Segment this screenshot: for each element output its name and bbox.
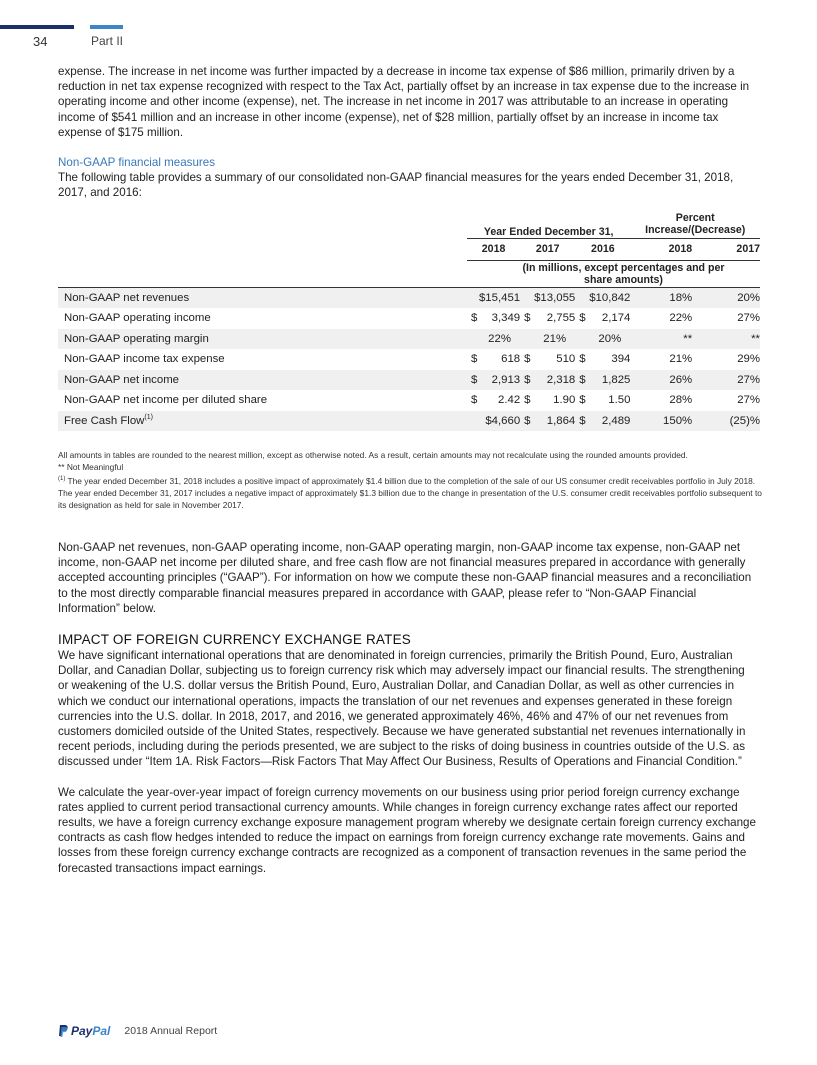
nongaap-intro: The following table provides a summary of our consolidated non-GAAP financial measures for the years ended December 31, 2018, 2017, and 2016:: [58, 171, 734, 200]
report-label: 2018 Annual Report: [124, 1025, 218, 1037]
currency-symbol: $: [471, 312, 478, 325]
cell-value: $10,842: [589, 287, 630, 308]
col-header-year: 2017: [520, 239, 575, 261]
row-label: [58, 411, 467, 432]
currency-symbol: $: [471, 353, 478, 366]
cell-value: 2.42: [497, 394, 521, 407]
currency-symbol: $: [579, 312, 586, 325]
cell-value: 510: [556, 353, 576, 366]
intro-paragraph-block: [58, 64, 758, 140]
currency-symbol: $: [579, 353, 586, 366]
cell-value: 3,349: [491, 312, 521, 325]
currency-symbol: $: [520, 370, 534, 391]
cell-pct: **: [700, 329, 760, 350]
cell-value: 1,825: [589, 370, 630, 391]
fx-heading: IMPACT OF FOREIGN CURRENCY EXCHANGE RATES: [58, 632, 411, 647]
footnote-1: [58, 473, 763, 511]
group-header-percent: Percent Increase/(Decrease): [645, 212, 746, 236]
units-note: (In millions, except percentages and per share amounts): [467, 260, 760, 287]
logo-text-pal: Pal: [92, 1024, 111, 1038]
currency-symbol: [467, 411, 479, 432]
cell-value: 2,318: [534, 370, 575, 391]
currency-symbol: [467, 287, 479, 308]
currency-symbol: $: [575, 370, 589, 391]
cell-value: 618: [501, 353, 521, 366]
header-accent-bar-light: [90, 25, 123, 29]
cell-value: 1.50: [608, 394, 631, 407]
cell-value: $4,660: [479, 411, 520, 432]
currency-symbol: [575, 287, 589, 308]
page-number: 34: [33, 34, 48, 49]
cell-pct: 150%: [630, 411, 700, 432]
fx-paragraph-2: We calculate the year-over-year impact of foreign currency movements on our business using prior period foreign currency exchange rates applied to current period transactional currency amounts. While changes in foreign currency exchange rates affect our reported results, we have a foreign currency exchange exposure management program whereby we designate certain foreign currency exchange contracts as cash flow hedges intended to reduce the impact on earnings from foreign currency exchange rate movements. Gains and losses from these foreign currency exchange contracts are recognized as a component of transaction revenues in the same period the forecasted transactions impact earnings.: [58, 785, 756, 875]
table-row: [58, 308, 760, 329]
header-accent-bar-dark: [0, 25, 74, 29]
currency-symbol: $: [520, 411, 534, 432]
col-header-pct-year: 2018: [630, 239, 700, 261]
cell-pct: 21%: [669, 353, 693, 366]
group-header-years: Year Ended December 31,: [483, 226, 614, 238]
paypal-logo: [58, 1024, 110, 1038]
logo-text-pay: Pay: [71, 1024, 93, 1038]
fx-section: [58, 632, 758, 876]
currency-symbol: [520, 287, 534, 308]
row-label: Non-GAAP operating margin: [58, 329, 467, 350]
table-row: [58, 329, 760, 350]
nongaap-heading: Non-GAAP financial measures: [58, 156, 216, 169]
row-label: Non-GAAP net income: [58, 370, 467, 391]
cell-value: 2,913: [479, 370, 520, 391]
col-header-year: 2016: [575, 239, 630, 261]
currency-symbol: $: [579, 394, 586, 407]
currency-symbol: [467, 329, 479, 350]
table-row: [58, 349, 760, 370]
row-label: Non-GAAP net revenues: [58, 287, 467, 308]
table-row: [58, 287, 760, 308]
nongaap-section: [58, 155, 758, 200]
footnote-1-text: The year ended December 31, 2018 includes a positive impact of approximately $1.4 billion due to the completion of the sale of our US consumer credit receivables portfolio in July 2018. The year ended December 31, 2017 includes a negative impact of approximately $1.3 billion due to the change in presentation of the U.S. consumer credit receivables portfolio subsequent to its designation as held for sale in November 2017.: [58, 475, 762, 510]
cell-pct: **: [630, 329, 700, 350]
currency-symbol: $: [575, 411, 589, 432]
page-footer: [58, 1024, 217, 1038]
footnote-rounding: All amounts in tables are rounded to the nearest million, except as otherwise noted. As a result, certain amounts may not recalculate using the rounded amounts provided.: [58, 450, 688, 460]
currency-symbol: $: [524, 394, 531, 407]
table-row: [58, 411, 760, 432]
col-header-year: 2018: [467, 239, 520, 261]
cell-value: 21%: [534, 329, 575, 350]
table-footnotes: [58, 449, 763, 511]
currency-symbol: [520, 329, 534, 350]
currency-symbol: $: [467, 370, 479, 391]
cell-pct: 26%: [630, 370, 700, 391]
nongaap-explanation-block: [58, 540, 758, 616]
currency-symbol: $: [524, 312, 531, 325]
cell-pct: 20%: [700, 287, 760, 308]
footnote-marker: (1): [144, 414, 153, 422]
cell-pct: 27%: [737, 312, 760, 325]
cell-value: 22%: [479, 329, 520, 350]
cell-pct: 29%: [737, 353, 760, 366]
cell-pct: 22%: [669, 312, 693, 325]
fx-paragraph-1: We have significant international operations that are denominated in foreign currencies, primarily the British Pound, Euro, Australian Dollar, and Canadian Dollar, subjecting us to foreign currency risk which may adversely impact our financial results. The strengthening or weakening of the U.S. dollar versus the British Pound, Euro, Australian Dollar, and Canadian Dollar, as well as other currencies in which we conduct our international operations, impacts the translation of our net revenues and expenses generated in these foreign currencies into the U.S. dollar. In 2018, 2017, and 2016, we generated approximately 46%, 46% and 47% of our net revenues from customers domiciled outside of the United States, respectively. Because we have generated substantial net revenues internationally in recent periods, including during the periods presented, we are subject to the risks of doing business in countries outside of the U.S. as discussed under “Item 1A. Risk Factors—Risk Factors That May Affect Our Business, Results of Operations and Financial Condition.”: [58, 649, 746, 769]
table-row: [58, 390, 760, 411]
cell-value: $15,451: [479, 287, 520, 308]
cell-pct: (25)%: [700, 411, 760, 432]
row-label: Non-GAAP net income per diluted share: [64, 394, 268, 407]
col-header-pct-year: 2017: [700, 239, 760, 261]
nongaap-table: [58, 212, 760, 431]
paypal-p-icon: [58, 1025, 68, 1037]
cell-value: 394: [611, 353, 631, 366]
cell-value: 2,755: [546, 312, 576, 325]
cell-value: 2,489: [589, 411, 630, 432]
intro-paragraph: expense. The increase in net income was further impacted by a decrease in income tax expense of $86 million, primarily driven by a reduction in net tax expense recognized with respect to the Tax Act, partially offset by an increase in tax expense due to the increase in operating income and other income (expense), net. The increase in net income in 2017 was attributable to an increase in operating income of $541 million and an increase in other income (expense), net of $28 million, partially offset by an increase in income tax expense of $175 million.: [58, 65, 750, 139]
cell-value: 1,864: [534, 411, 575, 432]
row-label-text: Free Cash Flow: [64, 415, 145, 428]
currency-symbol: $: [471, 394, 478, 407]
cell-value: 2,174: [601, 312, 631, 325]
table-row: [58, 370, 760, 391]
cell-pct: 18%: [630, 287, 700, 308]
cell-value: 20%: [589, 329, 630, 350]
footnote-not-meaningful: ** Not Meaningful: [58, 462, 124, 472]
currency-symbol: [575, 329, 589, 350]
row-label: Non-GAAP operating income: [64, 312, 211, 325]
cell-pct: 27%: [737, 394, 760, 407]
cell-value: $13,055: [534, 287, 575, 308]
row-label: Non-GAAP income tax expense: [64, 353, 225, 366]
footnote-1-marker: (1): [58, 476, 66, 482]
part-label: Part II: [91, 34, 124, 48]
cell-pct: 28%: [669, 394, 693, 407]
currency-symbol: $: [524, 353, 531, 366]
cell-pct: 27%: [700, 370, 760, 391]
cell-value: 1.90: [553, 394, 576, 407]
nongaap-explanation: Non-GAAP net revenues, non-GAAP operating income, non-GAAP operating margin, non-GAAP income tax expense, non-GAAP net income, non-GAAP net income per diluted share, and free cash flow are not financial measures prepared in accordance with generally accepted accounting principles (“GAAP”). For information on how we compute these non-GAAP financial measures and a reconciliation to the most directly comparable financial measures prepared in accordance with GAAP, please refer to “Non-GAAP Financial Information” below.: [58, 541, 752, 615]
